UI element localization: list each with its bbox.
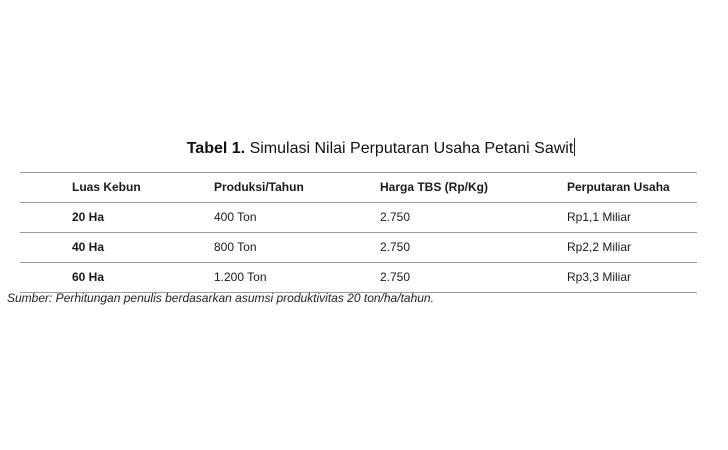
cell-perputaran: Rp1,1 Miliar [567,210,632,224]
header-harga-tbs: Harga TBS (Rp/Kg) [380,180,488,194]
table-header-row [20,172,697,203]
table-row [20,203,697,233]
cell-harga: 2.750 [380,270,411,284]
cell-harga: 2.750 [380,240,411,254]
cell-produksi: 400 Ton [214,210,257,224]
table-row [20,263,697,293]
caption-title: Simulasi Nilai Perputaran Usaha Petani Sawit [249,140,574,157]
simulation-table [20,172,697,293]
cell-luas-kebun: 60 Ha [72,270,105,284]
cell-luas-kebun: 40 Ha [72,240,105,254]
cell-perputaran: Rp3,3 Miliar [567,270,632,284]
cell-produksi: 1.200 Ton [214,270,267,284]
cell-harga: 2.750 [380,210,411,224]
table-row [20,233,697,263]
cell-perputaran: Rp2,2 Miliar [567,240,632,254]
table-source-note: Sumber: Perhitungan penulis berdasarkan asumsi produktivitas 20 ton/ha/tahun. [7,291,434,305]
header-perputaran-usaha: Perputaran Usaha [567,180,670,194]
cell-luas-kebun: 20 Ha [72,210,105,224]
cell-produksi: 800 Ton [214,240,257,254]
caption-label: Tabel 1. [186,140,246,157]
table-caption [0,138,728,158]
header-luas-kebun: Luas Kebun [72,180,141,194]
header-produksi-tahun: Produksi/Tahun [214,180,304,194]
text-cursor [574,138,575,156]
